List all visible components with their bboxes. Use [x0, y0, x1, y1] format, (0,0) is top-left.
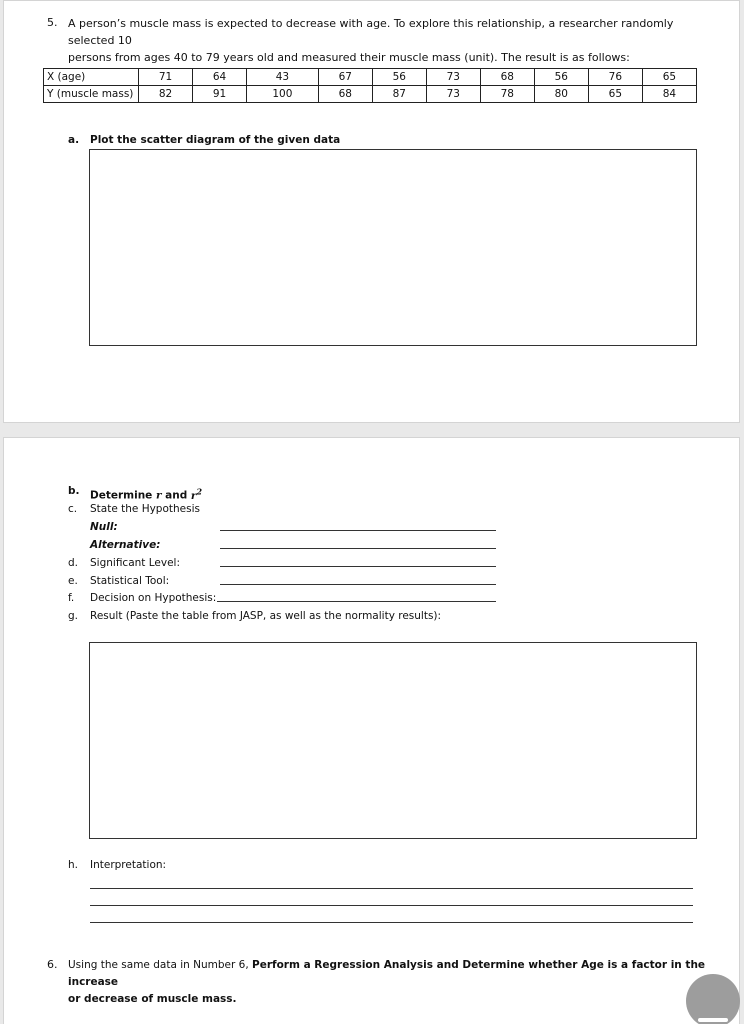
question-6-text [68, 957, 708, 1008]
part-b-letter: b. [68, 485, 80, 497]
decision-answer-line[interactable] [217, 601, 496, 602]
table-row-x [44, 69, 697, 86]
null-answer-line[interactable] [220, 530, 496, 531]
symbol-r2-exponent: 2 [196, 486, 203, 496]
table-cell: 64 [193, 69, 247, 86]
minus-icon [698, 1018, 728, 1022]
part-c-text: State the Hypothesis [90, 503, 200, 515]
part-f-letter: f. [68, 592, 75, 604]
significance-answer-line[interactable] [220, 566, 496, 567]
interpretation-line-2[interactable] [90, 905, 693, 906]
interpretation-line-3[interactable] [90, 922, 693, 923]
result-answer-box[interactable] [89, 642, 697, 839]
table-cell: 65 [642, 69, 696, 86]
symbol-r: r [155, 489, 162, 502]
table-cell: 56 [534, 69, 588, 86]
table-cell: 78 [480, 86, 534, 103]
table-cell: 71 [139, 69, 193, 86]
alternative-label: Alternative: [90, 539, 161, 551]
table-row-y [44, 86, 697, 103]
tool-answer-line[interactable] [220, 584, 496, 585]
question-6-text-plain: Using the same data in Number 6, [68, 959, 253, 971]
interpretation-line-1[interactable] [90, 888, 693, 889]
part-d-letter: d. [68, 557, 79, 569]
table-cell: 73 [426, 69, 480, 86]
table-cell: 65 [588, 86, 642, 103]
part-e-text: Statistical Tool: [90, 575, 170, 587]
table-cell: 68 [480, 69, 534, 86]
symbol-r2 [190, 486, 203, 502]
question-6-number: 6. [47, 958, 58, 971]
question-6-text-line2: or decrease of muscle mass. [68, 993, 237, 1005]
table-cell: 68 [318, 86, 372, 103]
part-g-text: Result (Paste the table from JASP, as well as the normality results): [90, 610, 442, 622]
question-5-text-line1: A person’s muscle mass is expected to decrease with age. To explore this relationship, a researcher randomly selected 10 [68, 17, 674, 47]
part-f-text: Decision on Hypothesis: [90, 592, 217, 604]
table-cell: 56 [372, 69, 426, 86]
question-6-text-line1 [68, 957, 708, 991]
table-cell: 67 [318, 69, 372, 86]
part-h-text: Interpretation: [90, 859, 167, 871]
table-header-x: X (age) [44, 69, 139, 86]
part-b-and: and [165, 489, 188, 502]
table-cell: 91 [193, 86, 247, 103]
table-cell: 80 [534, 86, 588, 103]
table-header-y: Y (muscle mass) [44, 86, 139, 103]
question-5-number: 5. [47, 16, 58, 29]
scroll-handle-button[interactable] [686, 974, 740, 1024]
table-cell: 73 [426, 86, 480, 103]
part-a-letter: a. [68, 134, 80, 146]
table-cell: 100 [247, 86, 319, 103]
data-table [43, 68, 697, 103]
part-b-determine: Determine [90, 489, 153, 502]
part-e-letter: e. [68, 575, 78, 587]
null-label: Null: [90, 521, 118, 533]
part-a-text: Plot the scatter diagram of the given data [90, 134, 341, 146]
question-5-text [68, 15, 708, 66]
scatter-answer-box[interactable] [89, 149, 697, 346]
part-b-text [90, 484, 202, 503]
table-cell: 87 [372, 86, 426, 103]
table-cell: 76 [588, 69, 642, 86]
table-cell: 43 [247, 69, 319, 86]
table-cell: 84 [642, 86, 696, 103]
part-g-letter: g. [68, 610, 79, 622]
alternative-answer-line[interactable] [220, 548, 496, 549]
part-c-letter: c. [68, 503, 78, 515]
symbol-r2-base: r [190, 489, 197, 502]
table-cell: 82 [139, 86, 193, 103]
part-d-text: Significant Level: [90, 557, 181, 569]
question-6-text-bold: Perform a Regression Analysis and Determine whether Age is a factor in the increase [68, 959, 706, 988]
question-5-text-line2: persons from ages 40 to 79 years old and measured their muscle mass (unit). The result is as follows: [68, 51, 630, 64]
part-h-letter: h. [68, 859, 78, 871]
